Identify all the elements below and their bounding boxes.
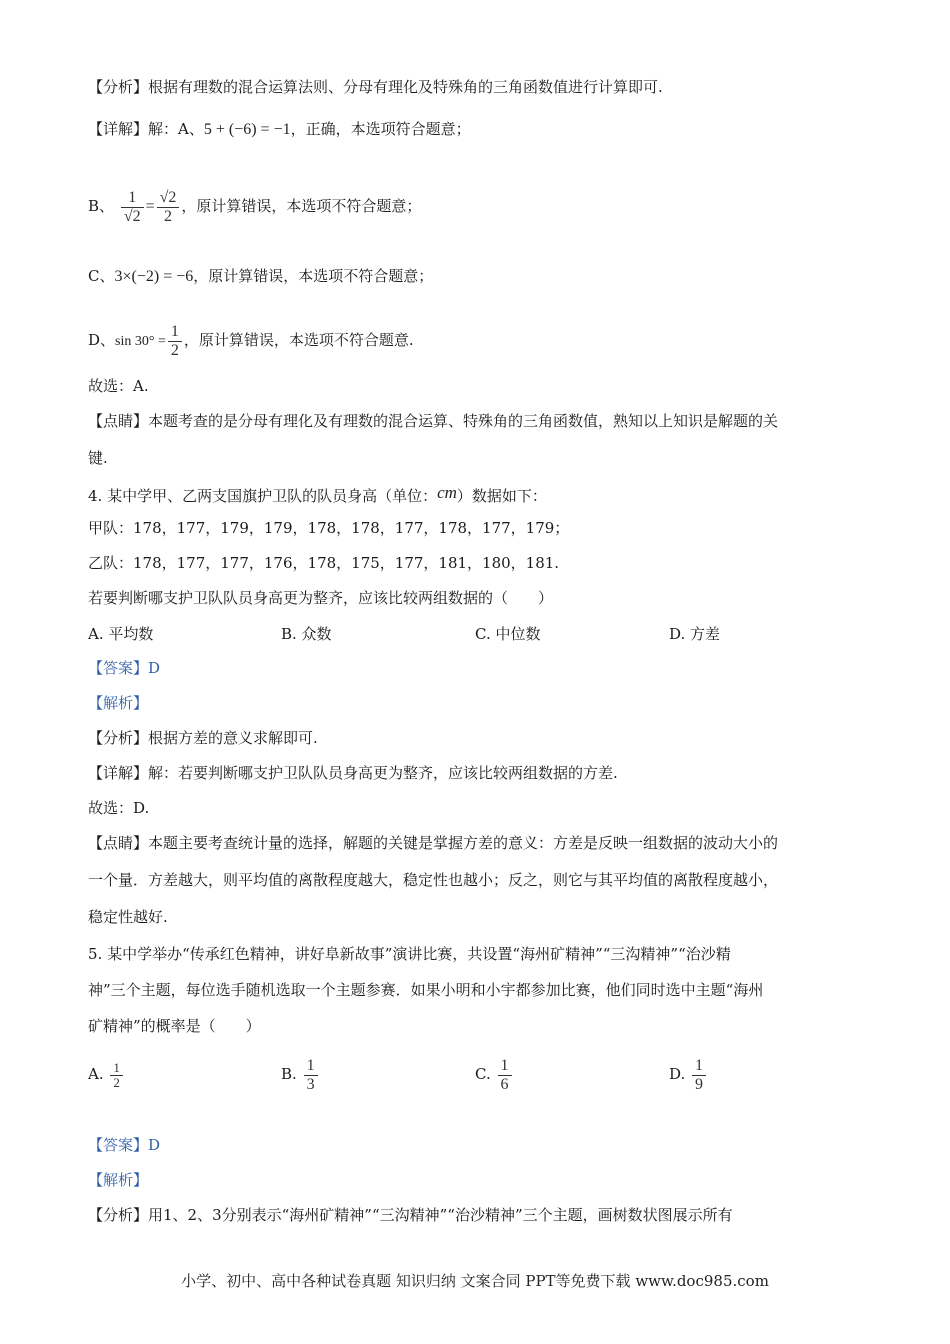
q5-option-c-fraction: [498, 1057, 512, 1094]
q3-choice: 故选：A.: [88, 377, 149, 395]
fraction-numerator: 1: [128, 188, 137, 206]
q5-option-c: [475, 1050, 514, 1098]
q3-d-fraction: [168, 323, 182, 360]
fraction-denominator: 6: [498, 1075, 512, 1094]
q4-option-b: B. 众数: [281, 625, 332, 643]
q3-detail-d: [88, 318, 414, 364]
q4-option-a: A. 平均数: [88, 625, 154, 643]
q3-comment-line-1: 【点睛】本题考查的是分母有理化及有理数的混合运算、特殊角的三角函数值，熟知以上知识是解题的关: [88, 412, 779, 430]
q4-stem-prefix: 4. 某中学甲、乙两支国旗护卫队的队员身高（单位：: [88, 487, 438, 505]
q4-answer: 【答案】D: [88, 659, 161, 677]
fraction-denominator: 2: [168, 341, 182, 360]
q3-b-prefix: B、: [88, 197, 115, 215]
q3-detail-c: [88, 266, 433, 287]
fraction-numerator: 1: [113, 1059, 120, 1075]
q3-b-comment: ，原计算错误，本选项不符合题意；: [181, 197, 422, 215]
q3-d-comment: ，原计算错误，本选项不符合题意.: [183, 331, 414, 349]
q3-d-prefix: D、: [88, 331, 116, 349]
fraction-numerator: 1: [306, 1056, 315, 1074]
q3-c-comment: ，原计算错误，本选项不符合题意；: [193, 267, 434, 285]
fraction-numerator: 1: [500, 1056, 509, 1074]
q3-comment-line-2: 键.: [88, 449, 108, 467]
q5-option-b: [281, 1050, 320, 1098]
option-label: B.: [281, 1065, 297, 1083]
q4-explain-header: 【解析】: [88, 694, 149, 712]
option-label: D.: [669, 1065, 686, 1083]
q5-option-a: [88, 1050, 125, 1098]
q4-detail: 【详解】解：若要判断哪支护卫队队员身高更为整齐，应该比较两组数据的方差.: [88, 764, 618, 782]
q4-question: 若要判断哪支护卫队队员身高更为整齐，应该比较两组数据的（ ）: [88, 589, 554, 607]
q3-c-prefix: C、: [88, 267, 115, 285]
q5-option-a-fraction: [110, 1061, 123, 1090]
q4-stem-suffix: ）数据如下：: [456, 487, 547, 505]
q4-analysis: 【分析】根据方差的意义求解即可.: [88, 729, 318, 747]
equals-sign: =: [145, 198, 155, 215]
q3-a-expression: 5 + (−6) = −1: [203, 121, 291, 138]
fraction-denominator: 3: [304, 1075, 318, 1094]
q3-c-expression: 3×(−2) = −6: [114, 268, 194, 285]
fraction-denominator: 9: [692, 1075, 706, 1094]
q4-option-c: C. 中位数: [475, 625, 541, 643]
q3-b-fraction-right: [157, 189, 180, 226]
q4-unit: cm: [437, 483, 457, 502]
q4-comment-line-1: 【点睛】本题主要考查统计量的选择，解题的关键是掌握方差的意义：方差是反映一组数据的波动大小的: [88, 834, 779, 852]
option-label: C.: [475, 1065, 491, 1083]
option-label: A.: [88, 1065, 104, 1083]
q5-option-d: [669, 1050, 708, 1098]
q4-comment-line-2: 一个量．方差越大，则平均值的离散程度越大，稳定性也越小；反之，则它与其平均值的离散程度越小，: [88, 871, 779, 889]
q3-a-comment: ，正确，本选项符合题意；: [290, 120, 471, 138]
q5-option-d-fraction: [692, 1057, 706, 1094]
fraction-denominator: 2: [157, 207, 180, 226]
q4-choice: 故选：D.: [88, 799, 150, 817]
q3-b-fraction-left: [121, 189, 144, 226]
q3-detail-b: [88, 183, 421, 230]
fraction-denominator: 2: [110, 1075, 123, 1090]
q5-answer: 【答案】D: [88, 1136, 161, 1154]
page-footer: 小学、初中、高中各种试卷真题 知识归纳 文案合同 PPT等免费下载 www.doc985.com: [181, 1272, 769, 1290]
fraction-numerator: √2: [159, 188, 177, 206]
fraction-numerator: 1: [170, 322, 179, 340]
q4-team-a: 甲队：178，177，179，179，178，178，177，178，177，179；: [88, 519, 570, 537]
q3-analysis: 【分析】根据有理数的混合运算法则、分母有理化及特殊角的三角函数值进行计算即可.: [88, 78, 663, 96]
q4-team-b: 乙队：178，177，177，176，178，175，177，181，180，181.: [88, 554, 560, 572]
fraction-denominator: √2: [121, 207, 144, 226]
fraction-numerator: 1: [695, 1056, 704, 1074]
q5-explain-header: 【解析】: [88, 1171, 149, 1189]
q3-detail-prefix: 【详解】解：A、: [88, 120, 204, 138]
q5-stem-line-1: 5. 某中学举办“传承红色精神，讲好阜新故事”演讲比赛，共设置“海州矿精神”“三沟精神”“治沙精: [88, 945, 731, 963]
q4-stem: [88, 483, 547, 506]
q4-option-d: D. 方差: [669, 625, 721, 643]
q5-analysis: 【分析】用1、2、3分别表示“海州矿精神”“三沟精神”“治沙精神”三个主题，画树数状图展示所有: [88, 1206, 733, 1224]
q5-stem-line-3: 矿精神”的概率是（ ）: [88, 1017, 261, 1035]
q5-stem-line-2: 神”三个主题，每位选手随机选取一个主题参赛．如果小明和小宇都参加比赛，他们同时选中主题“海州: [88, 981, 764, 999]
q4-comment-line-3: 稳定性越好.: [88, 908, 168, 926]
q5-option-b-fraction: [304, 1057, 318, 1094]
q3-detail-a: [88, 119, 471, 140]
q3-d-expression: sin 30° =: [115, 334, 166, 349]
